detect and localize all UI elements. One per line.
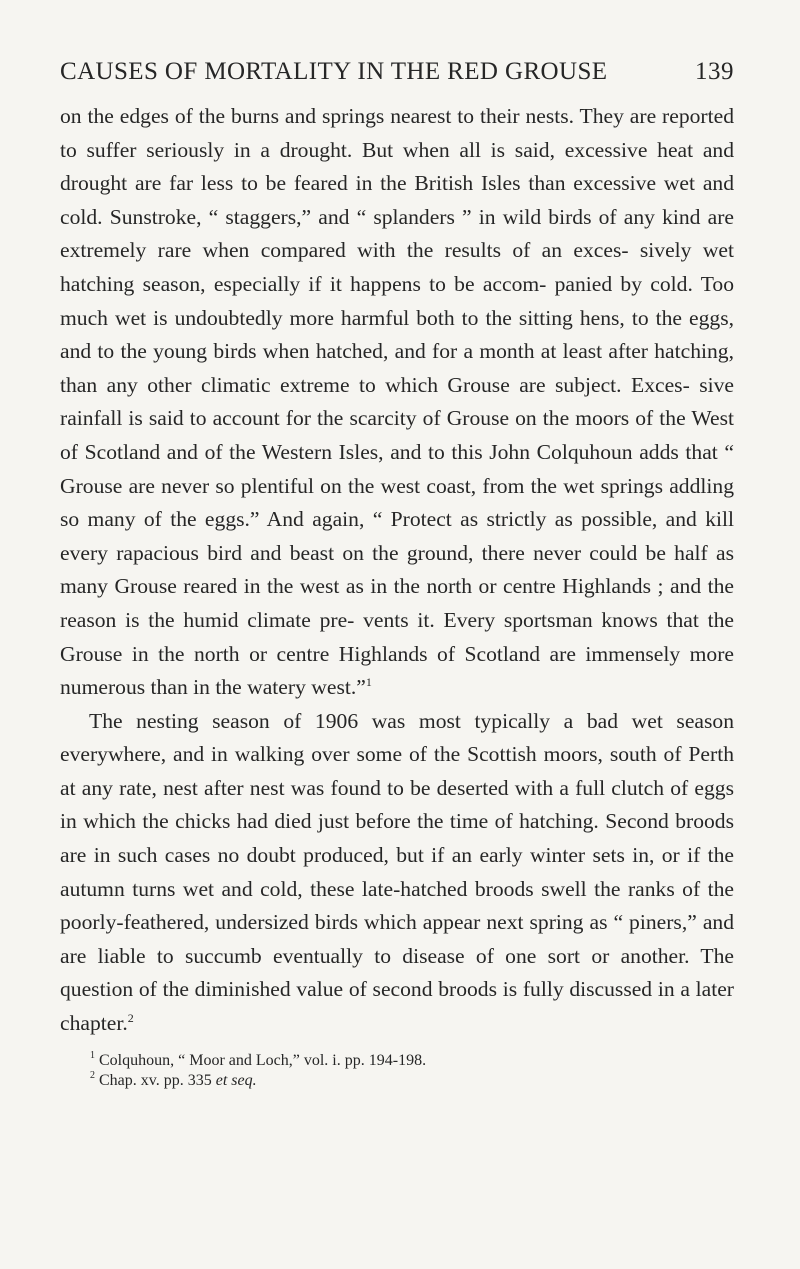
- footnote-text: Chap. xv. pp. 335: [99, 1071, 212, 1089]
- footnotes: [60, 1051, 734, 1091]
- footnote-mark: 2: [90, 1070, 95, 1082]
- footnote-reference: 1: [365, 674, 372, 689]
- paragraph-text: on the edges of the burns and springs nearest to their nests. They are reported to suffer seriously in a drought. But when all is said, excessive heat and drought are far less to be feared in the British Isles than excessive wet and cold. Sunstroke, “ staggers,” and “ splanders ” in wild birds of any kind are extremely rare when compared with the results of an exces- sively wet hatching season, especially if it happens to be accom- panied by cold. Too much wet is undoubtedly more harmful both to the sitting hens, to the eggs, and to the young birds when hatched, and for a month at least after hatching, than any other climatic extreme to which Grouse are subject. Exces- sive rainfall is said to account for the scarcity of Grouse on the moors of the West of Scotland and of the Western Isles, and to this John Colquhoun adds that “ Grouse are never so plentiful on the west coast, from the wet springs addling so many of the eggs.” And again, “ Protect as strictly as possible, and kill every rapacious bird and beast on the ground, there never could be half as many Grouse reared in the west as in the north or centre Highlands ; and the reason is the humid climate pre- vents it. Every sportsman knows that the Grouse in the north or centre Highlands of Scotland are immensely more numerous than in the watery west.”: [60, 104, 734, 700]
- paragraph-text: The nesting season of 1906 was most typically a bad wet season everywhere, and in walking over some of the Scottish moors, south of Perth at any rate, nest after nest was found to be deserted with a full clutch of eggs in which the chicks had died just before the time of hatching. Second broods are in such cases no doubt produced, but if an early winter sets in, or if the autumn turns wet and cold, these late-hatched broods swell the ranks of the poorly-feathered, undersized birds which appear next spring as “ piners,” and are liable to succumb eventually to disease of one sort or another. The question of the diminished value of second broods is fully discussed in a later chapter.: [60, 708, 734, 1036]
- footnote: [90, 1051, 734, 1071]
- footnote: [90, 1071, 734, 1091]
- page-number: 139: [695, 58, 734, 85]
- body-text: [60, 100, 734, 1041]
- footnote-italic-text: et seq.: [215, 1071, 257, 1089]
- paragraph: [60, 100, 734, 705]
- footnote-text: Colquhoun, “ Moor and Loch,” vol. i. pp. 194-198.: [99, 1051, 427, 1069]
- footnote-mark: 1: [90, 1050, 95, 1062]
- running-title: CAUSES OF MORTALITY IN THE RED GROUSE: [60, 58, 608, 85]
- footnote-reference: 2: [127, 1010, 134, 1025]
- running-head: [60, 58, 734, 96]
- paragraph: [60, 705, 734, 1041]
